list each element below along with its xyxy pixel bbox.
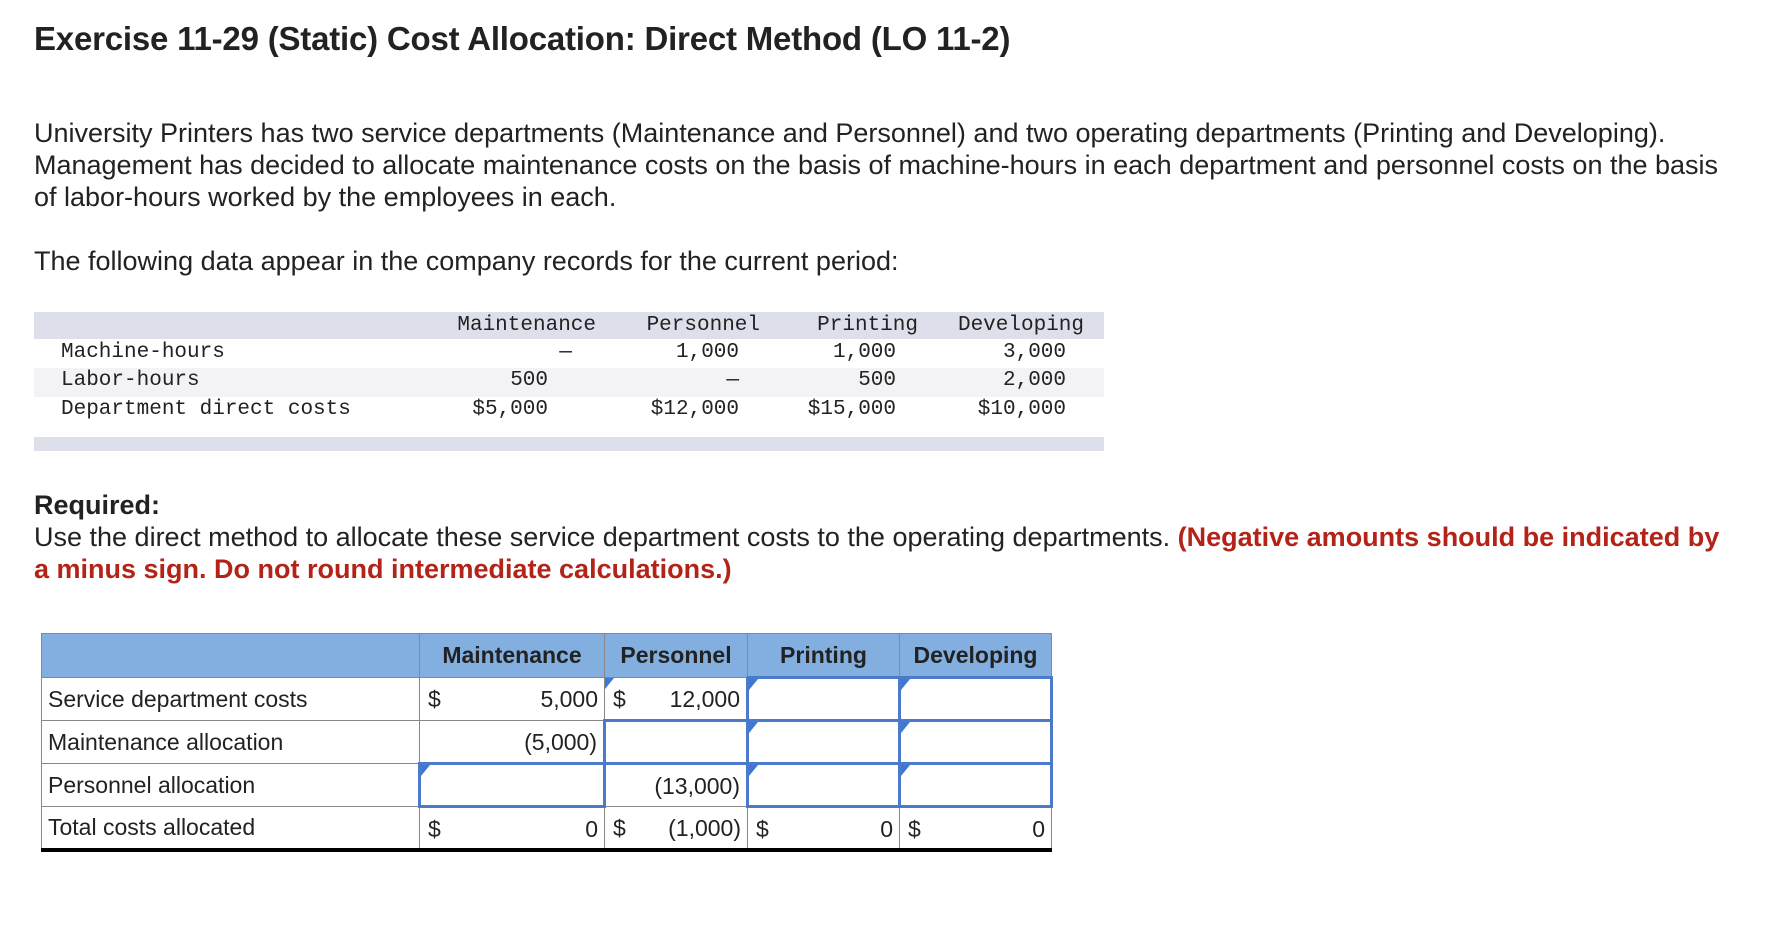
- row-label: Total costs allocated: [42, 807, 420, 851]
- currency-sign: $: [613, 686, 626, 712]
- machine-hours-printing: 1,000: [832, 341, 896, 364]
- direct-costs-maintenance: $5,000: [472, 398, 548, 421]
- column-header-personnel: Personnel: [646, 314, 760, 337]
- required-note: (Negative amounts should be indicated by a minus sign. Do not round intermediate calculations.): [34, 522, 1720, 584]
- labor-hours-printing: 500: [858, 369, 896, 392]
- total-maintenance-cell: [420, 807, 605, 851]
- direct-costs-personnel: $12,000: [650, 398, 739, 421]
- required-heading: Required:: [34, 490, 161, 520]
- table-footer-band: [34, 437, 1104, 451]
- input-marker-icon: [901, 765, 910, 776]
- answer-table: [41, 633, 1053, 852]
- row-label-direct-costs: Department direct costs: [61, 398, 351, 421]
- column-header-printing: Printing: [817, 314, 918, 337]
- total-printing-cell: [748, 807, 900, 851]
- input-marker-icon: [749, 722, 758, 733]
- row-label: Service department costs: [42, 678, 420, 721]
- cell-value: (13,000): [654, 773, 740, 799]
- row-maintenance-allocation: [42, 721, 1052, 764]
- answer-header-blank: [42, 634, 420, 678]
- data-intro: The following data appear in the company records for the current period:: [34, 246, 899, 276]
- cell-value: (1,000): [668, 815, 741, 841]
- input-marker-icon: [421, 765, 430, 776]
- cell-value: 0: [585, 816, 598, 842]
- machine-hours-maintenance: —: [559, 341, 572, 364]
- maintenance-allocation-developing-input[interactable]: [900, 721, 1052, 764]
- row-label: Maintenance allocation: [42, 721, 420, 764]
- cell-value: 5,000: [540, 686, 598, 712]
- answer-header-personnel: Personnel: [605, 634, 748, 678]
- page-title: Exercise 11-29 (Static) Cost Allocation: Direct Method (LO 11-2): [34, 20, 1011, 57]
- row-label-labor-hours: Labor-hours: [61, 369, 200, 392]
- problem-intro: University Printers has two service departments (Maintenance and Personnel) and two operating departments (Printing and Developing). Management has decided to allocate maintenance costs on the basis of machine-hours in each department and personnel costs on the basis of labor-hours worked by the employees in each.: [34, 118, 1719, 212]
- cell-value: 0: [880, 816, 893, 842]
- cell-value: (5,000): [524, 729, 597, 755]
- data-table: [34, 312, 1104, 453]
- labor-hours-maintenance: 500: [510, 369, 548, 392]
- labor-hours-personnel: —: [726, 369, 739, 392]
- direct-costs-developing: $10,000: [977, 398, 1066, 421]
- personnel-allocation-printing-input[interactable]: [748, 764, 900, 807]
- total-developing-cell: [900, 807, 1052, 851]
- machine-hours-developing: 3,000: [1002, 341, 1066, 364]
- row-label-machine-hours: Machine-hours: [61, 341, 225, 364]
- direct-costs-printing: $15,000: [807, 398, 896, 421]
- machine-hours-personnel: 1,000: [675, 341, 739, 364]
- service-costs-maintenance-cell: [420, 678, 605, 721]
- answer-header-row: [42, 634, 1052, 678]
- personnel-allocation-developing-input[interactable]: [900, 764, 1052, 807]
- column-header-developing: Developing: [957, 314, 1084, 337]
- currency-sign: $: [613, 815, 626, 841]
- cell-value: 0: [1032, 816, 1045, 842]
- row-label: Personnel allocation: [42, 764, 420, 807]
- service-costs-developing-input[interactable]: [900, 678, 1052, 721]
- personnel-allocation-maintenance-input[interactable]: [420, 764, 605, 807]
- input-marker-icon: [749, 679, 758, 690]
- required-instruction: Use the direct method to allocate these service department costs to the operating departments.: [34, 522, 1178, 552]
- service-costs-personnel-cell: [605, 678, 748, 721]
- answer-header-maintenance: Maintenance: [420, 634, 605, 678]
- row-personnel-allocation: [42, 764, 1052, 807]
- cell-value: 12,000: [669, 686, 740, 712]
- maintenance-allocation-maintenance-cell: [420, 721, 605, 764]
- maintenance-allocation-printing-input[interactable]: [748, 721, 900, 764]
- maintenance-allocation-personnel-input[interactable]: [605, 721, 748, 764]
- input-marker-icon: [749, 765, 758, 776]
- service-costs-printing-input[interactable]: [748, 678, 900, 721]
- currency-sign: $: [428, 686, 441, 712]
- personnel-allocation-personnel-cell: [605, 764, 748, 807]
- currency-sign: $: [908, 816, 921, 842]
- row-service-department-costs: [42, 678, 1052, 721]
- currency-sign: $: [756, 816, 769, 842]
- required-text: [34, 521, 1734, 585]
- row-total-costs-allocated: [42, 807, 1052, 851]
- currency-sign: $: [428, 816, 441, 842]
- answer-header-developing: Developing: [900, 634, 1052, 678]
- answer-header-printing: Printing: [748, 634, 900, 678]
- total-personnel-cell: [605, 807, 748, 851]
- input-marker-icon: [901, 679, 910, 690]
- input-marker-icon: [901, 722, 910, 733]
- column-header-maintenance: Maintenance: [457, 314, 596, 337]
- labor-hours-developing: 2,000: [1002, 369, 1066, 392]
